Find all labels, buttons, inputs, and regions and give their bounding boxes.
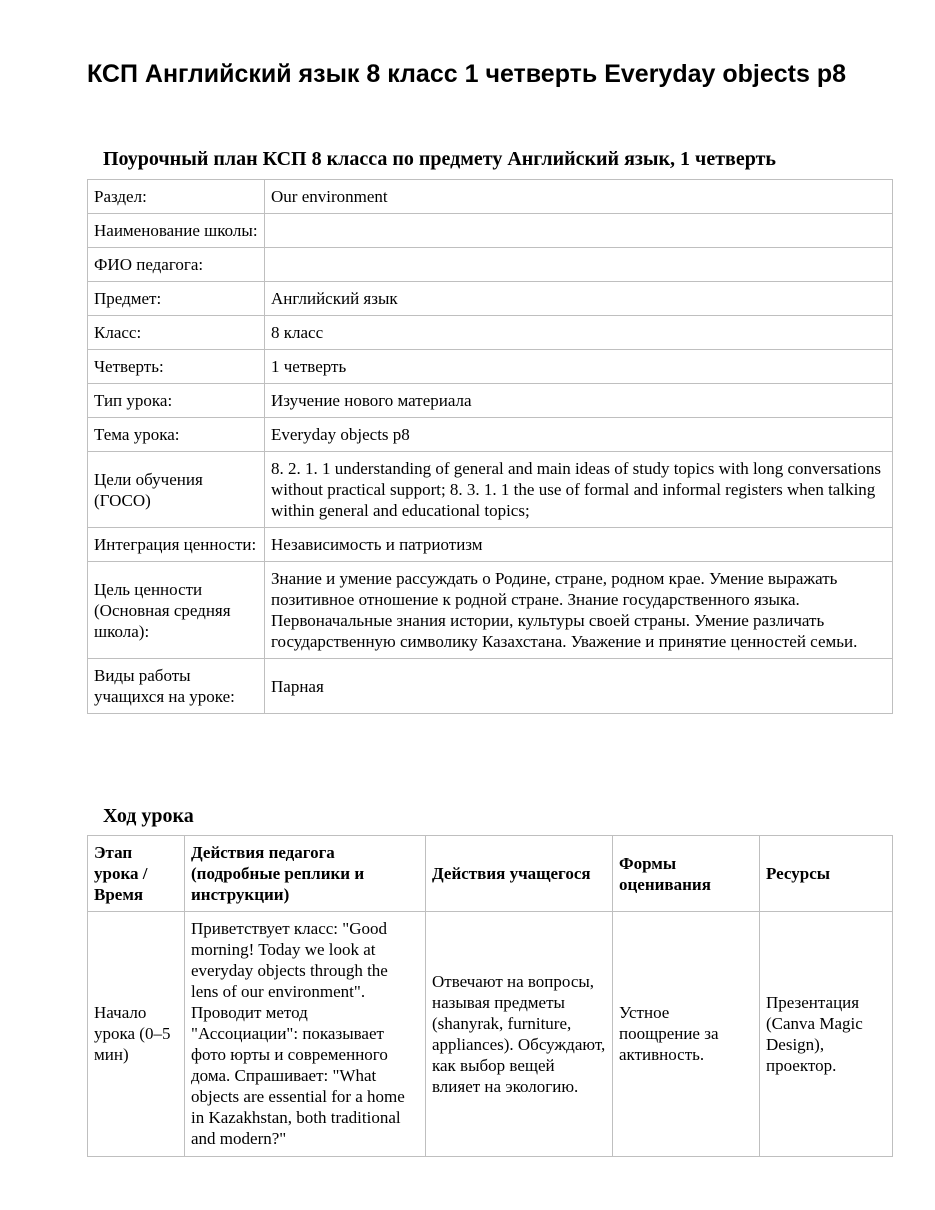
row-value-section: Our environment <box>265 180 893 214</box>
table-row <box>88 452 893 528</box>
column-header-resources: Ресурсы <box>760 836 893 912</box>
table-row <box>88 248 893 282</box>
row-value-value-goal: Знание и умение рассуждать о Родине, стране, родном крае. Умение выражать позитивное отношение к родной стране. Знание государственного языка. Первоначальные знания истории, культуры своей страны. Умение различать государственную символику Казахстана. Уважение и принятие ценностей семьи. <box>265 562 893 659</box>
row-value-school <box>265 214 893 248</box>
row-label-grade: Класс: <box>88 316 265 350</box>
column-header-stage: Этап урока / Время <box>88 836 185 912</box>
row-label-value-integration: Интеграция ценности: <box>88 528 265 562</box>
row-value-work-types: Парная <box>265 659 893 714</box>
row-value-quarter: 1 четверть <box>265 350 893 384</box>
table-row <box>88 528 893 562</box>
plan-heading: Поурочный план КСП 8 класса по предмету Английский язык, 1 четверть <box>103 148 776 170</box>
table-row <box>88 350 893 384</box>
cell-stage: Начало урока (0–5 мин) <box>88 912 185 1157</box>
column-header-teacher-actions: Действия педагога (подробные реплики и инструкции) <box>185 836 426 912</box>
lesson-flow-table <box>87 835 893 1157</box>
lesson-flow-heading: Ход урока <box>103 805 194 827</box>
row-value-value-integration: Независимость и патриотизм <box>265 528 893 562</box>
table-row <box>88 562 893 659</box>
row-label-learning-goals: Цели обучения (ГОСО) <box>88 452 265 528</box>
column-header-assessment: Формы оценивания <box>613 836 760 912</box>
row-value-grade: 8 класс <box>265 316 893 350</box>
row-value-learning-goals: 8. 2. 1. 1 understanding of general and main ideas of study topics with long conversations without practical support; 8. 3. 1. 1 the use of formal and informal registers when talking within general and educational topics; <box>265 452 893 528</box>
table-row <box>88 659 893 714</box>
cell-teacher-actions: Приветствует класс: "Good morning! Today we look at everyday objects through the lens of our environment". Проводит метод "Ассоциации": показывает фото юрты и современного дома. Спрашивает: "What objects are essential for a home in Kazakhstan, both traditional and modern?" <box>185 912 426 1157</box>
table-row <box>88 912 893 1157</box>
row-label-section: Раздел: <box>88 180 265 214</box>
row-label-topic: Тема урока: <box>88 418 265 452</box>
row-value-subject: Английский язык <box>265 282 893 316</box>
row-label-work-types: Виды работы учащихся на уроке: <box>88 659 265 714</box>
row-label-value-goal: Цель ценности (Основная средняя школа): <box>88 562 265 659</box>
table-row <box>88 418 893 452</box>
row-label-school: Наименование школы: <box>88 214 265 248</box>
row-label-subject: Предмет: <box>88 282 265 316</box>
table-row <box>88 180 893 214</box>
column-header-student-actions: Действия учащегося <box>426 836 613 912</box>
table-row <box>88 282 893 316</box>
row-label-quarter: Четверть: <box>88 350 265 384</box>
cell-student-actions: Отвечают на вопросы, называя предметы (shanyrak, furniture, appliances). Обсуждают, как выбор вещей влияет на экологию. <box>426 912 613 1157</box>
table-row <box>88 384 893 418</box>
table-row <box>88 214 893 248</box>
document-title: КСП Английский язык 8 класс 1 четверть Everyday objects p8 <box>87 60 846 88</box>
table-header-row <box>88 836 893 912</box>
row-label-lesson-type: Тип урока: <box>88 384 265 418</box>
row-value-topic: Everyday objects p8 <box>265 418 893 452</box>
lesson-info-table <box>87 179 893 714</box>
table-row <box>88 316 893 350</box>
cell-resources: Презентация (Canva Magic Design), проектор. <box>760 912 893 1157</box>
row-value-teacher <box>265 248 893 282</box>
cell-assessment: Устное поощрение за активность. <box>613 912 760 1157</box>
row-value-lesson-type: Изучение нового материала <box>265 384 893 418</box>
row-label-teacher: ФИО педагога: <box>88 248 265 282</box>
